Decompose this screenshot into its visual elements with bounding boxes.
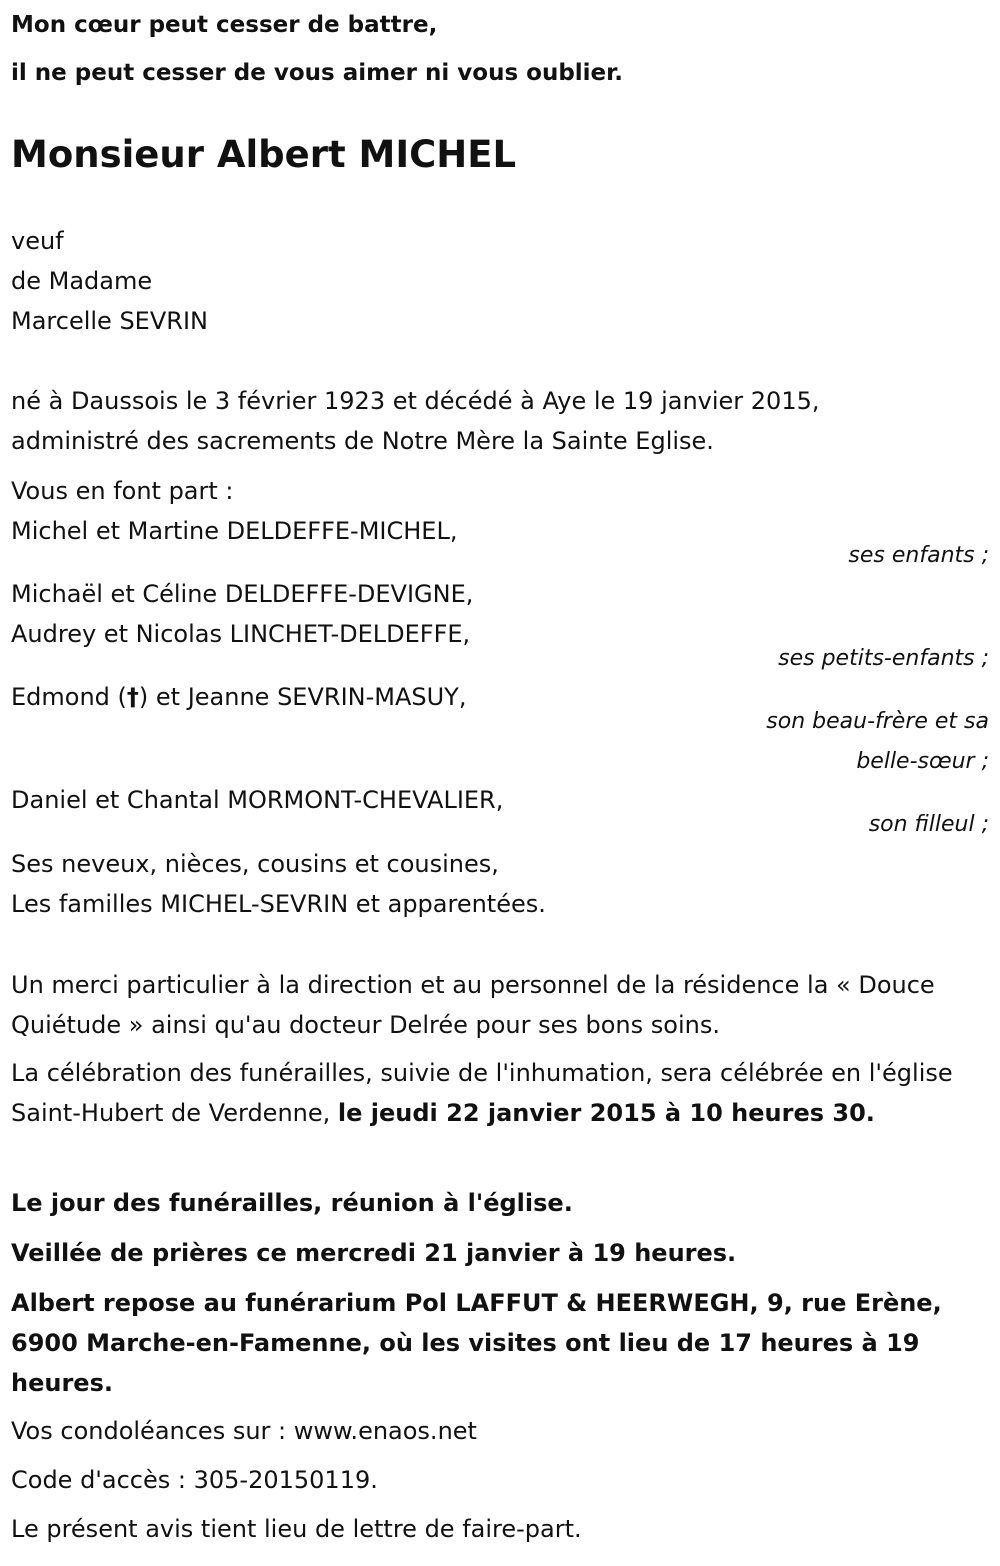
family-intro: Vous en font part : [11, 477, 234, 505]
meeting-line: Le jour des funérailles, réunion à l'église. [11, 1189, 573, 1217]
funeral-date: le jeudi 22 janvier 2015 à 10 heures 30. [337, 1099, 875, 1127]
godson-relation: son filleul ; [868, 812, 989, 837]
condolences-line: Vos condoléances sur : www.enaos.net [11, 1417, 477, 1445]
notice-line: Le présent avis tient lieu de lettre de faire-part. [11, 1515, 582, 1543]
grandchildren-relation: ses petits-enfants ; [778, 646, 989, 671]
birth-death-line: né à Daussois le 3 février 1923 et décédé à Aye le 19 janvier 2015, [11, 387, 820, 415]
epigraph-line-1: Mon cœur peut cesser de battre, [11, 12, 438, 38]
children-name: Michel et Martine DELDEFFE-MICHEL, [11, 517, 458, 545]
thanks-paragraph: Un merci particulier à la direction et au personnel de la résidence la « Douce Quiétude » ainsi qu'au docteur Delrée pour ses bons soins. [11, 971, 935, 1039]
other-relatives-2: Les familles MICHEL-SEVRIN et apparentées. [11, 890, 546, 918]
spouse-name: Marcelle SEVRIN [11, 307, 208, 335]
access-code-line: Code d'accès : 305-20150119. [11, 1466, 378, 1494]
other-relatives-1: Ses neveux, nièces, cousins et cousines, [11, 850, 499, 878]
children-relation: ses enfants ; [848, 543, 989, 568]
in-laws-name-after: ) et Jeanne SEVRIN-MASUY, [138, 683, 467, 711]
funeral-text: La célébration des funérailles, suivie de l'inhumation, sera célébrée en l'église Saint-Hubert de Verdenne, [11, 1059, 953, 1127]
epigraph-line-2: il ne peut cesser de vous aimer ni vous oublier. [11, 60, 623, 86]
vigil-line: Veillée de prières ce mercredi 21 janvier à 19 heures. [11, 1239, 737, 1267]
funeral-paragraph [11, 1053, 989, 1133]
cross-icon: † [126, 683, 139, 711]
in-laws-name [11, 683, 466, 711]
in-laws-name-before: Edmond ( [11, 683, 127, 711]
sacraments-line: administré des sacrements de Notre Mère la Sainte Eglise. [11, 427, 714, 455]
godson-name: Daniel et Chantal MORMONT-CHEVALIER, [11, 786, 504, 814]
in-laws-relation-2: belle-sœur ; [856, 749, 989, 774]
grandchildren-name-2: Audrey et Nicolas LINCHET-DELDEFFE, [11, 620, 471, 648]
funerarium-paragraph: Albert repose au funérarium Pol LAFFUT & HEERWEGH, 9, rue Erène, 6900 Marche-en-Famenne, où les visites ont lieu de 17 heures à 19 heures. [11, 1289, 942, 1397]
spouse-line-1: veuf [11, 227, 64, 255]
in-laws-relation-1: son beau-frère et sa [766, 709, 989, 734]
spouse-line-2: de Madame [11, 267, 153, 295]
grandchildren-name-1: Michaël et Céline DELDEFFE-DEVIGNE, [11, 580, 474, 608]
deceased-name: Monsieur Albert MICHEL [11, 133, 517, 176]
